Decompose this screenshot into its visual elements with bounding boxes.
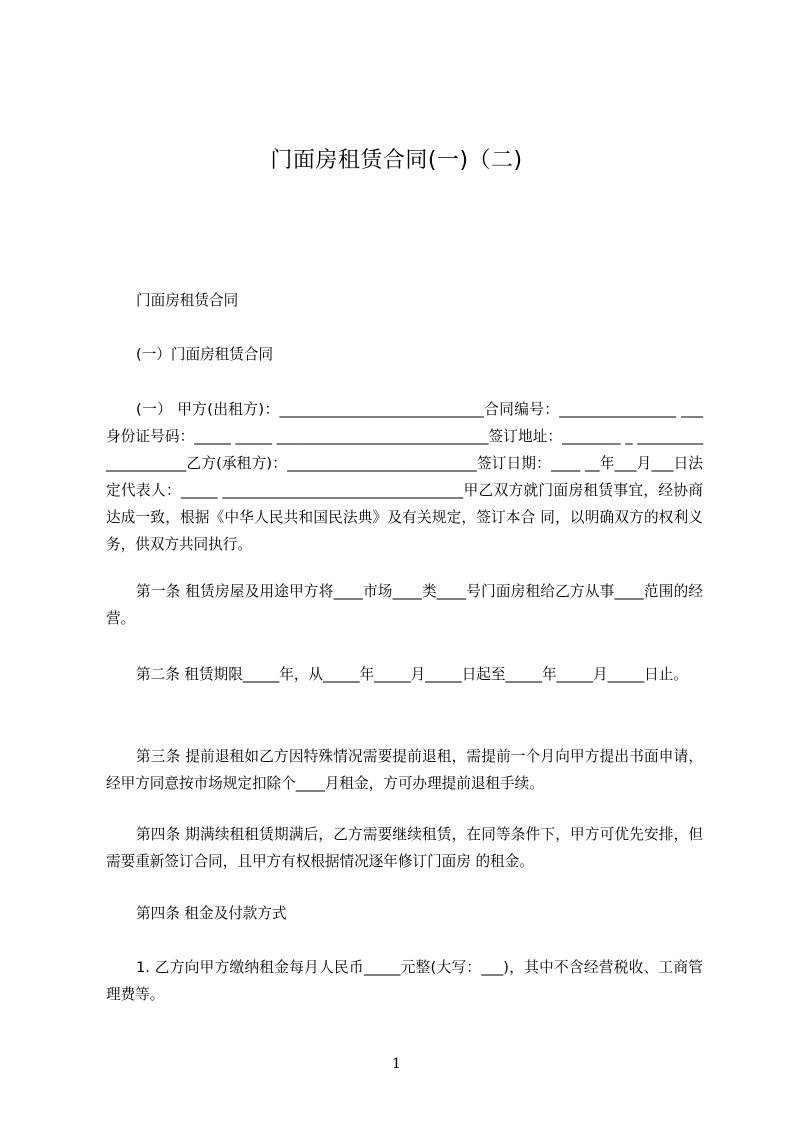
document-title: 门面房租赁合同(一)（二): [270, 148, 523, 173]
article-4-renewal: 第四条 期满续租租赁期满后，乙方需要继续租赁，在同等条件下，甲方可优先安排，但需要重新签订合同，且甲方有权根据情况逐年修订门面房 的租金。: [106, 826, 703, 870]
article-2: 第二条 租赁期限_____年，从_____年_____月_____日起至_____年_____月_____日止。: [136, 666, 688, 683]
rent-item-1: 1. 乙方向甲方缴纳租金每月人民币_____元整(大写：___)，其中不含经营税收、工商管理费等。: [106, 959, 703, 1003]
article-4-rent: 第四条 租金及付款方式: [136, 905, 287, 922]
heading-contract: 门面房租赁合同: [136, 292, 239, 309]
heading-contract-one: (一）门面房租赁合同: [136, 346, 274, 363]
article-1: 第一条 租赁房屋及用途甲方将____市场____类____号门面房租给乙方从事____范围的经营。: [106, 583, 703, 627]
page-number: 1: [392, 1056, 401, 1072]
parties-paragraph: (一） 甲方(出租方)：____________________________合同编号：________________ ___身份证号码：_____ _____ _____________________________签订地址：________ _ ____________________乙方(承租方)：__________________________签订日期：____ __年___月___日法定代表人：_____ _________________________________甲乙双方就门面房租赁事宜，经协商达成一致，根据《中华人民共和国民法典》及有关规定，签订本合 同，以明确双方的权利义务，供双方共同执行。: [106, 401, 703, 553]
article-3: 第三条 提前退租如乙方因特殊情况需要提前退租，需提前一个月向甲方提出书面申请，经甲方同意按市场规定扣除个____月租金，方可办理提前退租手续。: [106, 748, 703, 792]
